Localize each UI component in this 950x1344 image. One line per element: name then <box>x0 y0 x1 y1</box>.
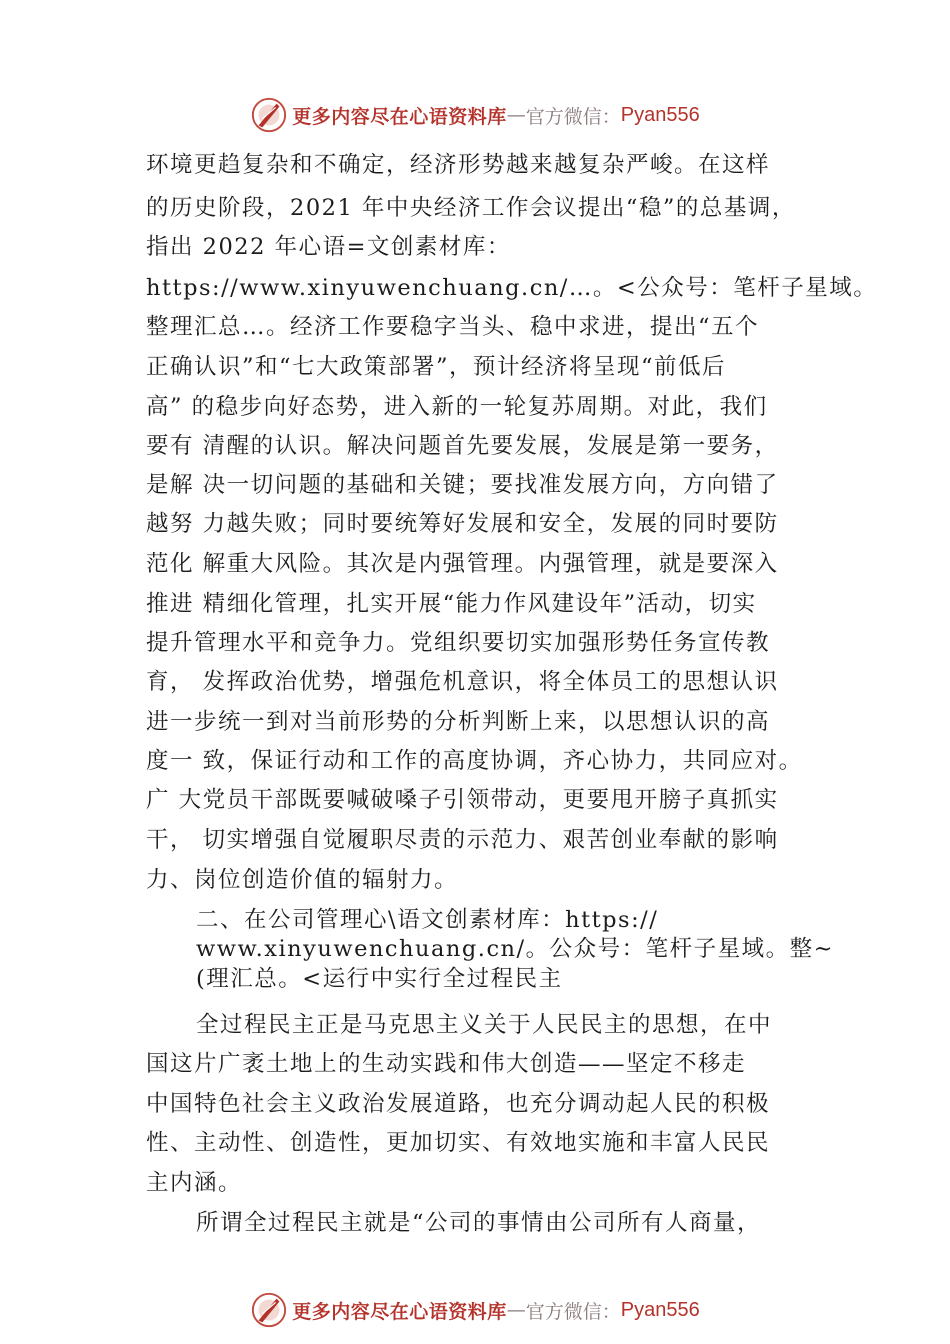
quill-logo-icon <box>250 1291 288 1329</box>
text-line: 正确认识”和“七大政策部署”，预计经济将呈现“前低后 <box>146 354 727 380</box>
text-line: 整理汇总…。经济工作要稳字当头、稳中求进，提出“五个 <box>146 314 760 340</box>
text-line: 要有 清醒的认识。解决问题首先要发展，发展是第一要务， <box>146 433 779 459</box>
text-line: 中国特色社会主义政治发展道路，也充分调动起人民的积极 <box>146 1091 771 1117</box>
banner-dash: — <box>506 1299 526 1321</box>
section-heading-line: (理汇总。<运行中实行全过程民主 <box>196 966 563 992</box>
footer-banner <box>0 1290 950 1330</box>
text-line: 提升管理水平和竞争力。党组织要切实加强形势任务宣传教 <box>146 630 771 656</box>
text-line: 所谓全过程民主就是“公司的事情由公司所有人商量， <box>196 1210 762 1236</box>
banner-dash: — <box>506 104 526 126</box>
section-heading-line: www.xinyuwenchuang.cn/。公众号：笔杆子星域。整~ <box>196 936 834 962</box>
quill-logo-icon <box>250 96 288 134</box>
text-line: 进一步统一到对当前形势的分析判断上来，以思想认识的高 <box>146 709 771 735</box>
text-line: 全过程民主正是马克思主义关于人民民主的思想，在中 <box>196 1012 773 1038</box>
text-line: 环境更趋复杂和不确定，经济形势越来越复杂严峻。在这样 <box>146 152 771 178</box>
banner-wechat-label: 官方微信： <box>525 1300 621 1323</box>
banner-library-text: 更多内容尽在心语资料库 <box>292 105 507 128</box>
text-line: 力、岗位创造价值的辐射力。 <box>146 867 459 893</box>
text-line: 干， 切实增强自觉履职尽责的示范力、艰苦创业奉献的影响 <box>146 827 779 853</box>
text-line: 的历史阶段，2021 年中央经济工作会议提出“稳”的总基调， <box>146 195 796 221</box>
text-line: 广 大党员干部既要喊破嗓子引领带动，更要甩开膀子真抓实 <box>146 787 779 813</box>
text-line: https://www.xinyuwenchuang.cn/…。<公众号：笔杆子星域。 <box>146 275 878 301</box>
text-line: 度一 致，保证行动和工作的高度协调，齐心协力，共同应对。 <box>146 748 803 774</box>
text-line: 指出 2022 年心语=文创素材库： <box>146 234 511 260</box>
banner-wechat-id: Pyan556 <box>620 1298 700 1321</box>
banner-wechat-label: 官方微信： <box>525 105 621 128</box>
section-heading-line: 二、在公司管理心\语文创素材库：https:// <box>196 907 659 933</box>
banner-wechat-id: Pyan556 <box>620 103 700 126</box>
header-banner <box>0 95 950 135</box>
text-line: 国这片广袤土地上的生动实践和伟大创造——坚定不移走 <box>146 1051 747 1077</box>
banner-library-text: 更多内容尽在心语资料库 <box>292 1300 507 1323</box>
text-line: 推进 精细化管理，扎实开展“能力作风建设年”活动，切实 <box>146 591 757 617</box>
text-line: 高” 的稳步向好态势，进入新的一轮复苏周期。对此，我们 <box>146 394 768 420</box>
text-line: 育， 发挥政治优势，增强危机意识，将全体员工的思想认识 <box>146 669 779 695</box>
text-line: 主内涵。 <box>146 1170 243 1196</box>
text-line: 性、主动性、创造性，更加切实、有效地实施和丰富人民民 <box>146 1130 771 1156</box>
text-line: 范化 解重大风险。其次是内强管理。内强管理，就是要深入 <box>146 551 779 577</box>
text-line: 越努 力越失败；同时要统筹好发展和安全，发展的同时要防 <box>146 511 779 537</box>
text-line: 是解 决一切问题的基础和关键；要找准发展方向，方向错了 <box>146 472 779 498</box>
